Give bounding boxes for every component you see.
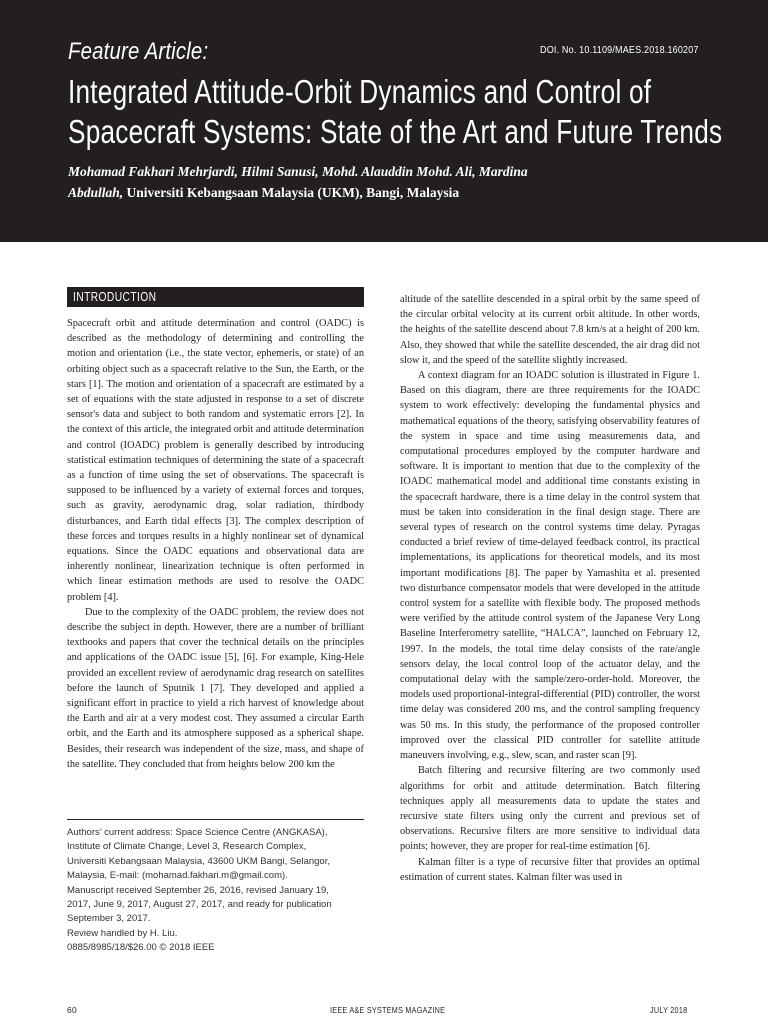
author-names-2: Abdullah,: [68, 185, 124, 200]
footnote-line: 2017, June 9, 2017, August 27, 2017, and ready for publication: [67, 899, 332, 911]
footnote-line: Malaysia, E-mail: (mohamad.fakhari.m@gmail.com).: [67, 870, 288, 882]
body-paragraph: altitude of the satellite descended in a spiral orbit by the same speed of the circular orbital velocity at its current orbit altitude. In other words, the heights of the satellite descend about 7.8 km/s at a height of 200 km. Also, they showed that while the satellite descended, the air drag did not slow it, and the speed of the satellite slightly increased.: [400, 294, 700, 366]
body-paragraph: Batch filtering and recursive filtering are two commonly used algorithms for orbit and attitude determination. Batch filtering techniques apply all measurements data to update the states and recursive state filters using only the current and previous set of observations. Recursive filters are more sensitive to individual data points; however, they are proper for real-time estimation [6].: [400, 765, 700, 853]
footnote-line: Review handled by H. Liu.: [67, 927, 178, 939]
author-list: [68, 161, 708, 203]
author-names-1: Mohamad Fakhari Mehrjardi, Hilmi Sanusi, Mohd. Alauddin Mohd. Ali, Mardina: [68, 164, 528, 179]
article-header: [0, 0, 768, 242]
footnote-divider: [67, 819, 364, 820]
feature-kicker: Feature Article:: [68, 38, 209, 65]
body-paragraph: A context diagram for an IOADC solution is illustrated in Figure 1. Based on this diagram, there are three requirements for the IOADC system to work effectively: developing the fundamental physics and mathematical equations of the theory, satisfying observability features of the system in space and time using measurements data, and computational procedures employed by the computer hardware and software. It is important to mention that due to the complexity of the IOADC mathematical model and additional time constants existing in the spacecraft hardware, there is a time delay in the control system that must be taken into consideration in the final design stage. There are several types of research on the control systems time delay. Pyragas conducted a brief review of time-delayed feedback control, its practical implementations, its applications for theoretical models, and its most important modifications [8]. The paper by Yamashita et al. presented two disturbance compensator models that were developed in the attitude control system for a satellite with flexible body. The proposed methods were verified by the attitude control system of the Japanese Very Long Baseline Interferometry satellite, “HALCA”, launched on February 12, 1997. In the models, the total time delay consists of the rate/angle sensors delay, the local control loop of the actuator delay, and the computational delay with the sample/zero-order-hold. Moreover, the models used proportional-integral-differential (PID) controller, the worst time delay was considered 200 ms, and the control sampling frequency was 50 ms. In this study, the performance of the proposed controller improved over the classical PID controller for satellite attitude maneuvers involving, e.g., slew, scan, and raster scan [9].: [400, 370, 700, 762]
article-title: [68, 72, 723, 152]
author-footnote: [67, 826, 367, 956]
footnote-line: Institute of Climate Change, Level 3, Research Complex,: [67, 841, 307, 853]
doi-label: DOI. No. 10.1109/MAES.2018.160207: [540, 44, 699, 56]
title-line-2: Spacecraft Systems: State of the Art and Future Trends: [68, 113, 723, 150]
footnote-line: Universiti Kebangsaan Malaysia, 43600 UKM Bangi, Selangor,: [67, 855, 330, 867]
body-paragraph: Due to the complexity of the OADC problem, the review does not describe the subject in depth. However, there are a number of brilliant textbooks and papers that cover the technical details on the principles and applications of the OADC issue [5], [6]. For example, King-Hele provided an excellent review of aerodynamic drag research on satellites before the launch of Sputnik 1 [7]. They developed and applied a significant effort in practice to yield a rich harvest of knowledge about the Earth and air at a very modest cost. They assumed a circular Earth orbit, and the Earth and its atmosphere supposed as a spherical shape. Besides, their research was independent of the size, mass, and shape of the satellite. They concluded that from heights below 200 km the: [67, 606, 364, 770]
body-paragraph: Spacecraft orbit and attitude determination and control (OADC) is described as the methodology of determining and controlling the motion and orientation (i.e., the state vector, ephemeris, or state) of an orbiting object such as a spacecraft relative to the Sun, the Earth, or the stars [1]. The motion and orientation of a spacecraft are estimated by a set of equations with the state adjusted in response to a set of discrete sensor's data and subject to both random and systematic errors [2]. In the context of this article, the integrated orbit and attitude determination and control (IOADC) problem is generally described by introducing statistical estimation techniques of determining the state of a spacecraft as a function of time using the set of observations. The spacecraft is supposed to be influenced by a variety of external forces and torques, such as gravity, aerodynamic drag, solar radiation, thirdbody disturbances, and Earth tidal effects [3]. The complex description of these forces and torques results in a highly nonlinear set of dynamical equations. Since the OADC equations and observational data are inherently nonlinear, linearization technique is often performed in which linear estimation methods are used to resolve the OADC problem [4].: [67, 318, 364, 603]
author-affiliation: Universiti Kebangsaan Malaysia (UKM), Bangi, Malaysia: [123, 185, 460, 200]
section-heading-bar: [67, 287, 364, 307]
footnote-line: Authors’ current address: Space Science Centre (ANGKASA),: [67, 827, 328, 838]
page-number: 60: [67, 1005, 78, 1015]
section-heading: INTRODUCTION: [73, 290, 157, 304]
left-column: [67, 316, 364, 772]
footnote-line: Manuscript received September 26, 2016, revised January 19,: [67, 884, 329, 896]
magazine-name: IEEE A&E SYSTEMS MAGAZINE: [330, 1005, 446, 1015]
footnote-line: 0885/8985/18/$26.00 © 2018 IEEE: [67, 942, 215, 954]
body-paragraph: Kalman filter is a type of recursive filter that provides an optimal estimation of current states. Kalman filter was used in: [400, 856, 700, 883]
right-column: [400, 292, 700, 885]
title-line-1: Integrated Attitude-Orbit Dynamics and Control of: [68, 73, 652, 110]
issue-date: JULY 2018: [650, 1005, 688, 1015]
footnote-line: September 3, 2017.: [67, 913, 151, 925]
